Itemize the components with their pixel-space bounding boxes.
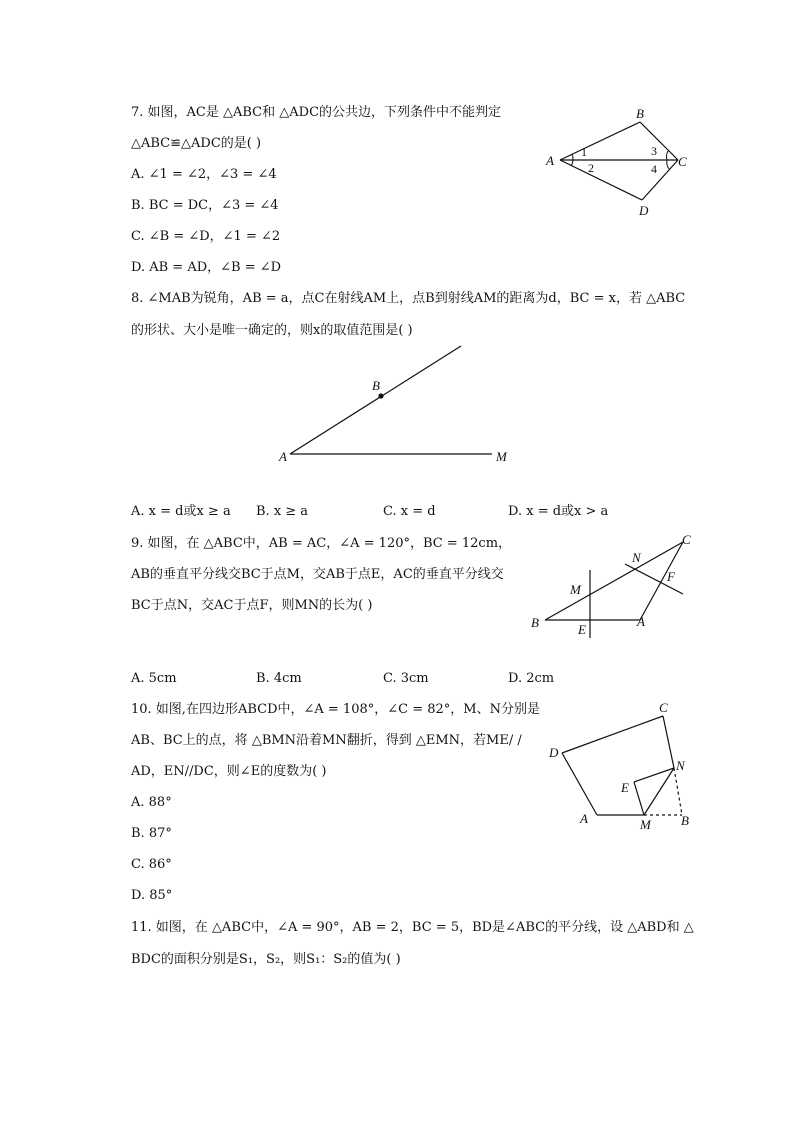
q7-figure <box>540 100 700 225</box>
q7-label-c: C <box>678 154 687 169</box>
q10-label-d: D <box>549 745 559 760</box>
q9-option-a: A. 5cm <box>131 671 177 686</box>
q7-angle-4: 4 <box>651 162 657 176</box>
q8-label-a: A <box>279 449 287 464</box>
q8-option-d: D. x = d或x > a <box>508 504 609 519</box>
q10-stem-line-1: 10. 如图,在四边形ABCD中，∠A = 108°，∠C = 82°，M、N分别是 <box>131 702 540 717</box>
q9-label-e: E <box>578 622 586 637</box>
q10-label-b: B <box>681 813 689 828</box>
q10-option-b: B. 87° <box>131 826 172 841</box>
q10-option-d: D. 85° <box>131 888 173 903</box>
q8-option-b: B. x ≥ a <box>256 504 309 519</box>
q9-option-d: D. 2cm <box>508 671 555 686</box>
q7-option-d: D. AB = AD，∠B = ∠D <box>131 260 282 275</box>
q9-stem-line-3: BC于点N，交AC于点F，则MN的长为( ) <box>131 598 373 613</box>
q7-stem-line-2: △ABC≌△ADC的是( ) <box>131 136 262 151</box>
q10-label-e: E <box>621 780 629 795</box>
q9-stem-line-2: AB的垂直平分线交BC于点M，交AB于点E，AC的垂直平分线交 <box>131 567 504 582</box>
q10-label-a: A <box>580 811 588 826</box>
q11-stem-line-2: BDC的面积分别是S₁，S₂，则S₁：S₂的值为( ) <box>131 952 401 967</box>
q9-figure <box>525 530 705 645</box>
q9-label-f: F <box>667 569 675 584</box>
q7-angle-1: 1 <box>581 145 587 159</box>
q7-label-a: A <box>546 153 554 168</box>
q9-label-c: C <box>682 532 691 547</box>
q10-figure <box>540 698 710 838</box>
q10-stem-line-2: AB、BC上的点，将 △BMN沿着MN翻折，得到 △EMN，若ME/ / <box>131 733 522 748</box>
q10-option-c: C. 86° <box>131 857 172 872</box>
q9-stem-line-1: 9. 如图，在 △ABC中，AB = AC，∠A = 120°，BC = 12cm， <box>131 536 512 551</box>
q9-label-b: B <box>531 615 539 630</box>
q8-figure <box>270 340 530 470</box>
q11-stem-line-1: 11. 如图，在 △ABC中，∠A = 90°，AB = 2，BC = 5，BD是∠ABC的平分线，设 △ABD和 △ <box>131 920 694 935</box>
q9-label-a: A <box>637 614 645 629</box>
q9-label-m: M <box>570 582 581 597</box>
q10-label-n: N <box>676 758 685 773</box>
q7-angle-3: 3 <box>651 144 657 158</box>
q9-option-b: B. 4cm <box>256 671 302 686</box>
q10-stem-line-3: AD，EN//DC，则∠E的度数为( ) <box>131 764 327 779</box>
q8-label-m: M <box>496 449 507 464</box>
q8-option-a: A. x = d或x ≥ a <box>131 504 231 519</box>
q10-label-m: M <box>640 817 651 832</box>
q7-label-d: D <box>639 203 649 218</box>
q7-angle-2: 2 <box>588 161 594 175</box>
q9-option-c: C. 3cm <box>383 671 429 686</box>
q7-option-a: A. ∠1 = ∠2，∠3 = ∠4 <box>131 167 277 182</box>
q7-option-b: B. BC = DC，∠3 = ∠4 <box>131 198 279 213</box>
q7-option-c: C. ∠B = ∠D，∠1 = ∠2 <box>131 229 281 244</box>
q9-label-n: N <box>632 550 641 565</box>
q8-option-c: C. x = d <box>383 504 436 519</box>
q8-stem-line-2: 的形状、大小是唯一确定的，则x的取值范围是( ) <box>131 323 413 338</box>
q8-stem-line-1: 8. ∠MAB为锐角，AB = a，点C在射线AM上，点B到射线AM的距离为d，BC = x，若 △ABC <box>131 291 686 306</box>
q7-stem-line-1: 7. 如图，AC是 △ABC和 △ADC的公共边，下列条件中不能判定 <box>131 105 502 120</box>
q8-label-b: B <box>372 378 380 393</box>
q10-option-a: A. 88° <box>131 795 172 810</box>
q10-label-c: C <box>659 700 668 715</box>
q7-label-b: B <box>636 106 644 121</box>
